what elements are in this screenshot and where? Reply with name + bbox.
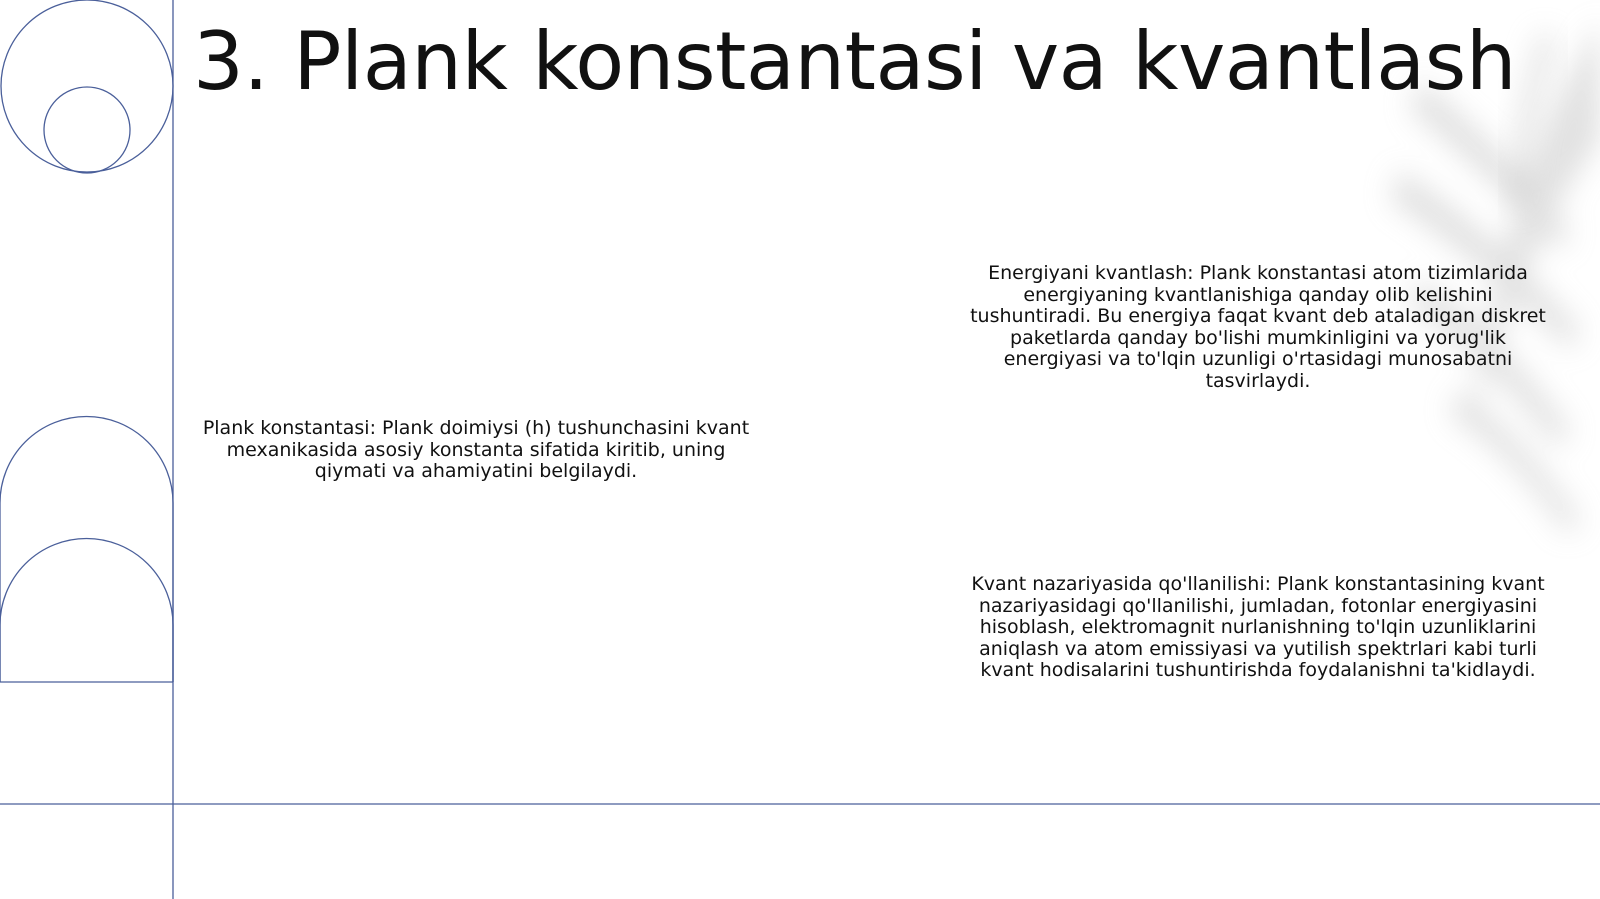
bottom-arch [0,539,173,683]
small-circle [44,87,130,173]
plank-constant-text: Plank konstantasi: Plank doimiysi (h) tushunchasini kvant mexanikasida asosiy konstanta sifatida kiritib, uning qiymati va ahamiyatini belgilaydi. [202,417,750,482]
slide-title: 3. Plank konstantasi va kvantlash [193,15,1517,108]
quantum-application-text: Kvant nazariyasida qo'llanilishi: Plank konstantasining kvant nazariyasidagi qo'llanilishi, jumladan, fotonlar energiyasini hisoblash, elektromagnit nurlanishning to'lqin uzunliklarini aniqlash va atom emissiyasi va yutilish spektrlari kabi turli kvant hodisalarini tushuntirishda foydalanishni ta'kidlaydi. [971,573,1545,681]
large-circle [1,0,173,172]
energy-quantization-text: Energiyani kvantlash: Plank konstantasi atom tizimlarida energiyaning kvantlanishiga qanday olib kelishini tushuntiradi. Bu energiya faqat kvant deb ataladigan diskret paketlarda qanday bo'lishi mumkinligini va yorug'lik energiyasi va to'lqin uzunligi o'rtasidagi munosabatni tasvirlaydi. [970,262,1546,392]
top-arch [0,416,173,682]
